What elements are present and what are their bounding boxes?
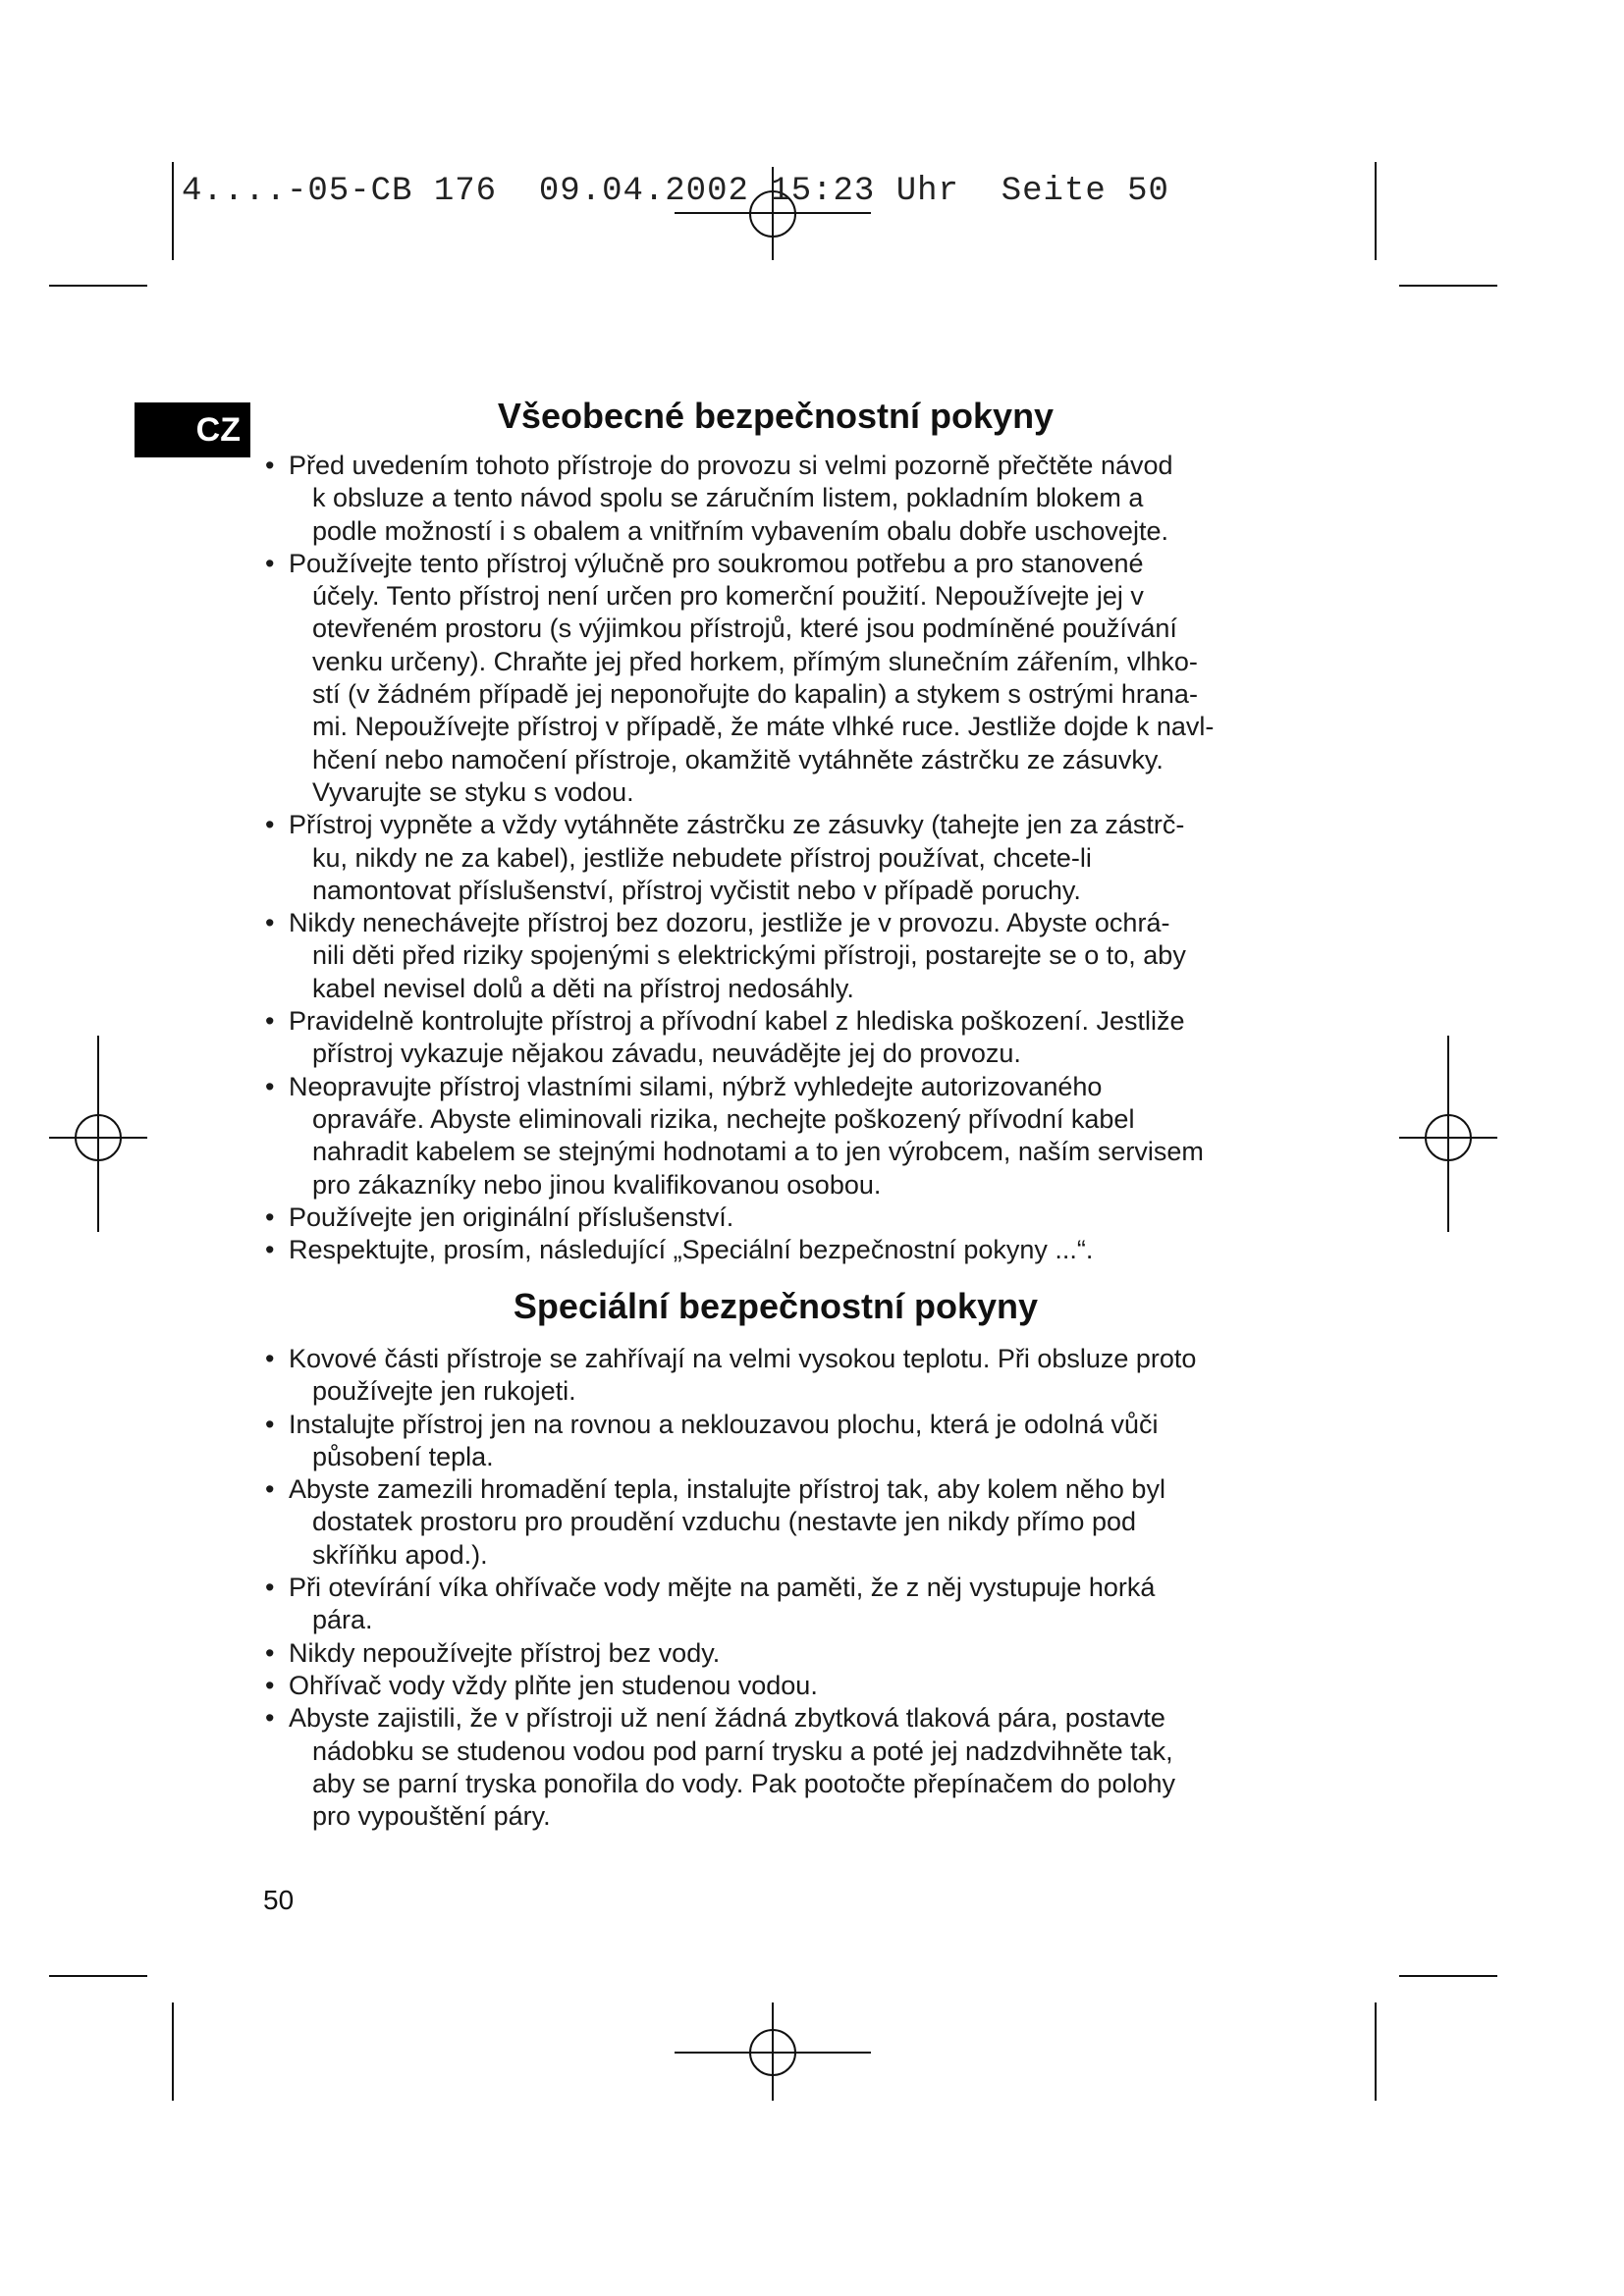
- list-item: • Neopravujte přístroj vlastními silami, nýbrž vyhledejte autorizovaného opraváře. Abyste eliminovali rizika, nechejte poškozený přívodní kabel nahradit kabelem se stejnými hodnotami a to jen výrobcem, naším servisem pro zákazníky nebo jinou kvalifikovanou osobou.: [265, 1071, 1296, 1201]
- list-item: • Nikdy nenechávejte přístroj bez dozoru, jestliže je v provozu. Abyste ochrá- nili děti před riziky spojenými s elektrickými přístroji, postarejte se o to, aby kabel nevisel dolů a děti na přístroj nedosáhly.: [265, 907, 1296, 1005]
- list-item: • Respektujte, prosím, následující „Speciální bezpečnostní pokyny ...“.: [265, 1234, 1296, 1266]
- section-title-general: Všeobecné bezpečnostní pokyny: [497, 396, 1055, 436]
- list-item: • Před uvedením tohoto přístroje do provozu si velmi pozorně přečtěte návod k obsluze a tento návod spolu se záručním listem, pokladním blokem a podle možností i s obalem a vnitřním vybavením obalu dobře uschovejte.: [265, 450, 1296, 548]
- list-item: • Používejte jen originální příslušenství.: [265, 1201, 1296, 1234]
- list-item: • Přístroj vypněte a vždy vytáhněte zástrčku ze zásuvky (tahejte jen za zástrč- ku, nikdy ne za kabel), jestliže nebudete přístroj používat, chcete-li namontovat příslušenství, přístroj vyčistit nebo v případě poruchy.: [265, 809, 1296, 907]
- list-item: • Instalujte přístroj jen na rovnou a neklouzavou plochu, která je odolná vůči působení tepla.: [265, 1409, 1296, 1474]
- print-slug: 4....-05-CB 176 09.04.2002 15:23 Uhr Seite 50: [182, 173, 1169, 210]
- general-safety-list: [265, 450, 1296, 1266]
- list-item: • Pravidelně kontrolujte přístroj a přívodní kabel z hlediska poškození. Jestliže přístroj vykazuje nějakou závadu, neuvádějte jej do provozu.: [265, 1005, 1296, 1071]
- list-item: • Při otevírání víka ohřívače vody mějte na paměti, že z něj vystupuje horká pára.: [265, 1572, 1296, 1637]
- language-badge: CZ: [135, 402, 250, 457]
- special-safety-list: [265, 1343, 1296, 1833]
- list-item: • Nikdy nepoužívejte přístroj bez vody.: [265, 1637, 1296, 1670]
- list-item: • Kovové části přístroje se zahřívají na velmi vysokou teplotu. Při obsluze proto používejte jen rukojeti.: [265, 1343, 1296, 1409]
- list-item: • Ohřívač vody vždy plňte jen studenou vodou.: [265, 1670, 1296, 1702]
- list-item: • Abyste zamezili hromadění tepla, instalujte přístroj tak, aby kolem něho byl dostatek prostoru pro proudění vzduchu (nestavte jen nikdy přímo pod skříňku apod.).: [265, 1473, 1296, 1572]
- page-number: 50: [263, 1885, 295, 1915]
- list-item: • Abyste zajistili, že v přístroji už není žádná zbytková tlaková pára, postavte nádobku se studenou vodou pod parní trysku a poté jej nadzdvihněte tak, aby se parní tryska ponořila do vody. Pak pootočte přepínačem do polohy pro vypouštění páry.: [265, 1702, 1296, 1833]
- section-title-special: Speciální bezpečnostní pokyny: [513, 1286, 1039, 1326]
- list-item: • Používejte tento přístroj výlučně pro soukromou potřebu a pro stanovené účely. Tento přístroj není určen pro komerční použití. Nepoužívejte jej v otevřeném prostoru (s výjimkou přístrojů, které jsou podmíněné používání venku určeny). Chraňte jej před horkem, přímým slunečním zářením, vlhko- stí (v žádném případě jej neponořujte do kapalin) a stykem s ostrými hrana- mi. Nepoužívejte přístroj v případě, že máte vlhké ruce. Jestliže dojde k navl- hčení nebo namočení přístroje, okamžitě vytáhněte zástrčku ze zásuvky. Vyvarujte se styku s vodou.: [265, 548, 1296, 809]
